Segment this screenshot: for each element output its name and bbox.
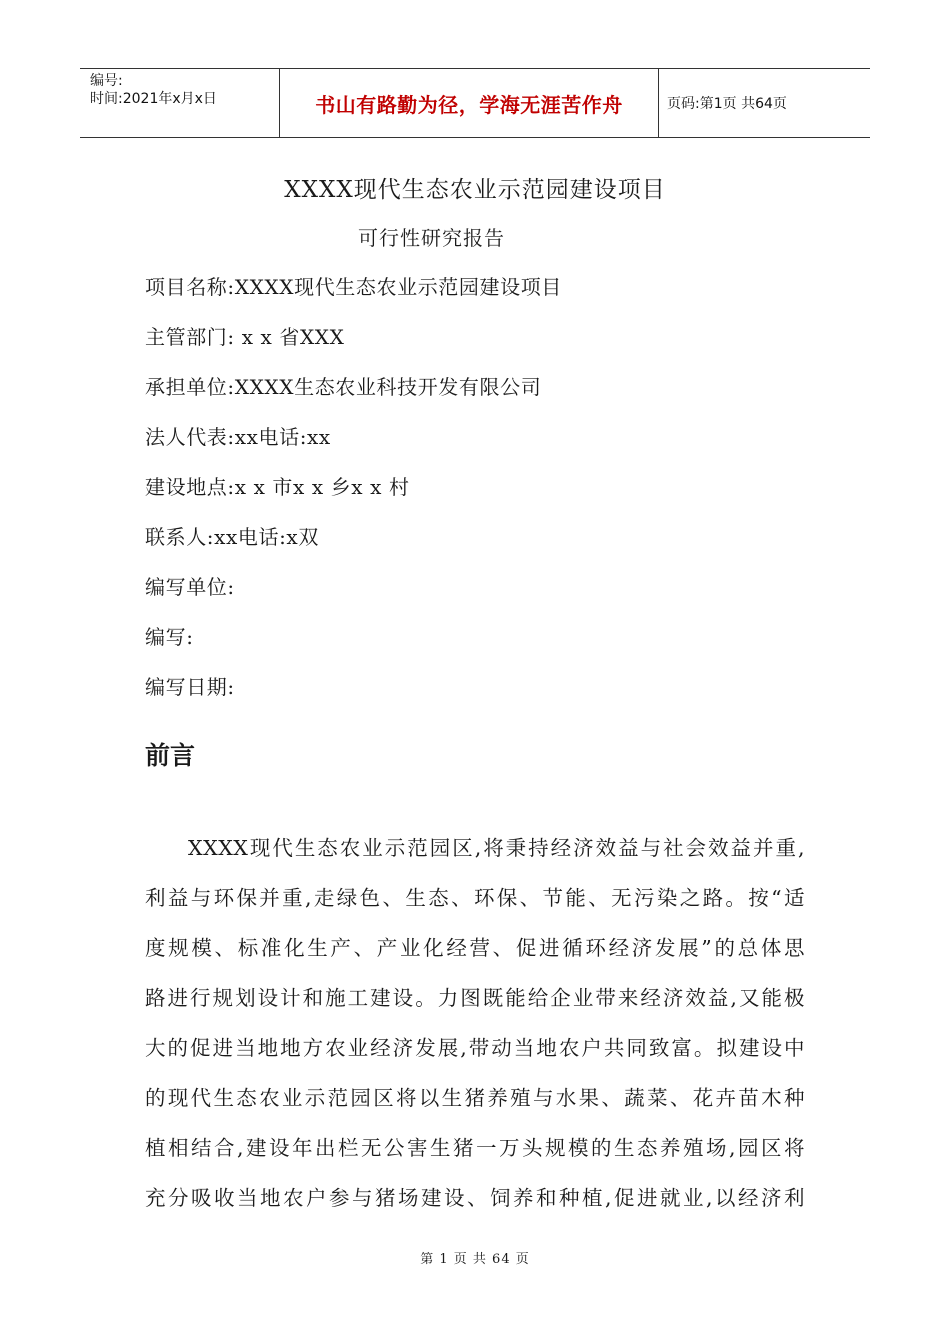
field-author-unit: 编写单位: bbox=[145, 575, 235, 599]
paragraph-line: 的现代生态农业示范园区将以生猪养殖与水果、蔬菜、花卉苗木种 bbox=[145, 1086, 805, 1110]
paragraph-line: 度规模、标准化生产、产业化经营、促进循环经济发展”的总体思 bbox=[145, 936, 805, 960]
header-motto: 书山有路勤为径，学海无涯苦作舟 bbox=[280, 69, 659, 137]
section-heading: 前言 bbox=[145, 741, 196, 770]
document-time-label: 时间:2021年x月x日 bbox=[90, 91, 217, 107]
page-header bbox=[80, 68, 870, 138]
header-page-info: 页码:第1页 共64页 bbox=[667, 96, 787, 112]
field-project-name: 项目名称:XXXX现代生态农业示范园建设项目 bbox=[145, 275, 562, 299]
header-meta-cell bbox=[80, 69, 280, 137]
page-footer: 第 1 页 共 64 页 bbox=[420, 1252, 530, 1267]
paragraph-line: XXXX现代生态农业示范园区,将秉持经济效益与社会效益并重, bbox=[188, 836, 805, 860]
document-subtitle: 可行性研究报告 bbox=[358, 226, 505, 250]
paragraph-line: 利益与环保并重,走绿色、生态、环保、节能、无污染之路。按“适 bbox=[145, 886, 805, 910]
field-contact: 联系人:xx电话:x双 bbox=[145, 525, 319, 549]
field-location: 建设地点:x x 市x x 乡x x 村 bbox=[145, 475, 410, 499]
field-date: 编写日期: bbox=[145, 675, 235, 699]
paragraph-line: 植相结合,建设年出栏无公害生猪一万头规模的生态养殖场,园区将 bbox=[145, 1136, 805, 1160]
field-author: 编写: bbox=[145, 625, 194, 649]
paragraph-line: 路进行规划设计和施工建设。力图既能给企业带来经济效益,又能极 bbox=[145, 986, 805, 1010]
document-title: XXXX现代生态农业示范园建设项目 bbox=[284, 177, 666, 203]
field-organization: 承担单位:XXXX生态农业科技开发有限公司 bbox=[145, 375, 542, 399]
document-number-label: 编号: bbox=[90, 73, 123, 89]
field-legal-representative: 法人代表:xx电话:xx bbox=[145, 425, 331, 449]
paragraph-line: 充分吸收当地农户参与猪场建设、饲养和种植,促进就业,以经济利 bbox=[145, 1186, 805, 1210]
field-department: 主管部门: x x 省XXX bbox=[145, 325, 345, 349]
paragraph-line: 大的促进当地地方农业经济发展,带动当地农户共同致富。拟建设中 bbox=[145, 1036, 805, 1060]
